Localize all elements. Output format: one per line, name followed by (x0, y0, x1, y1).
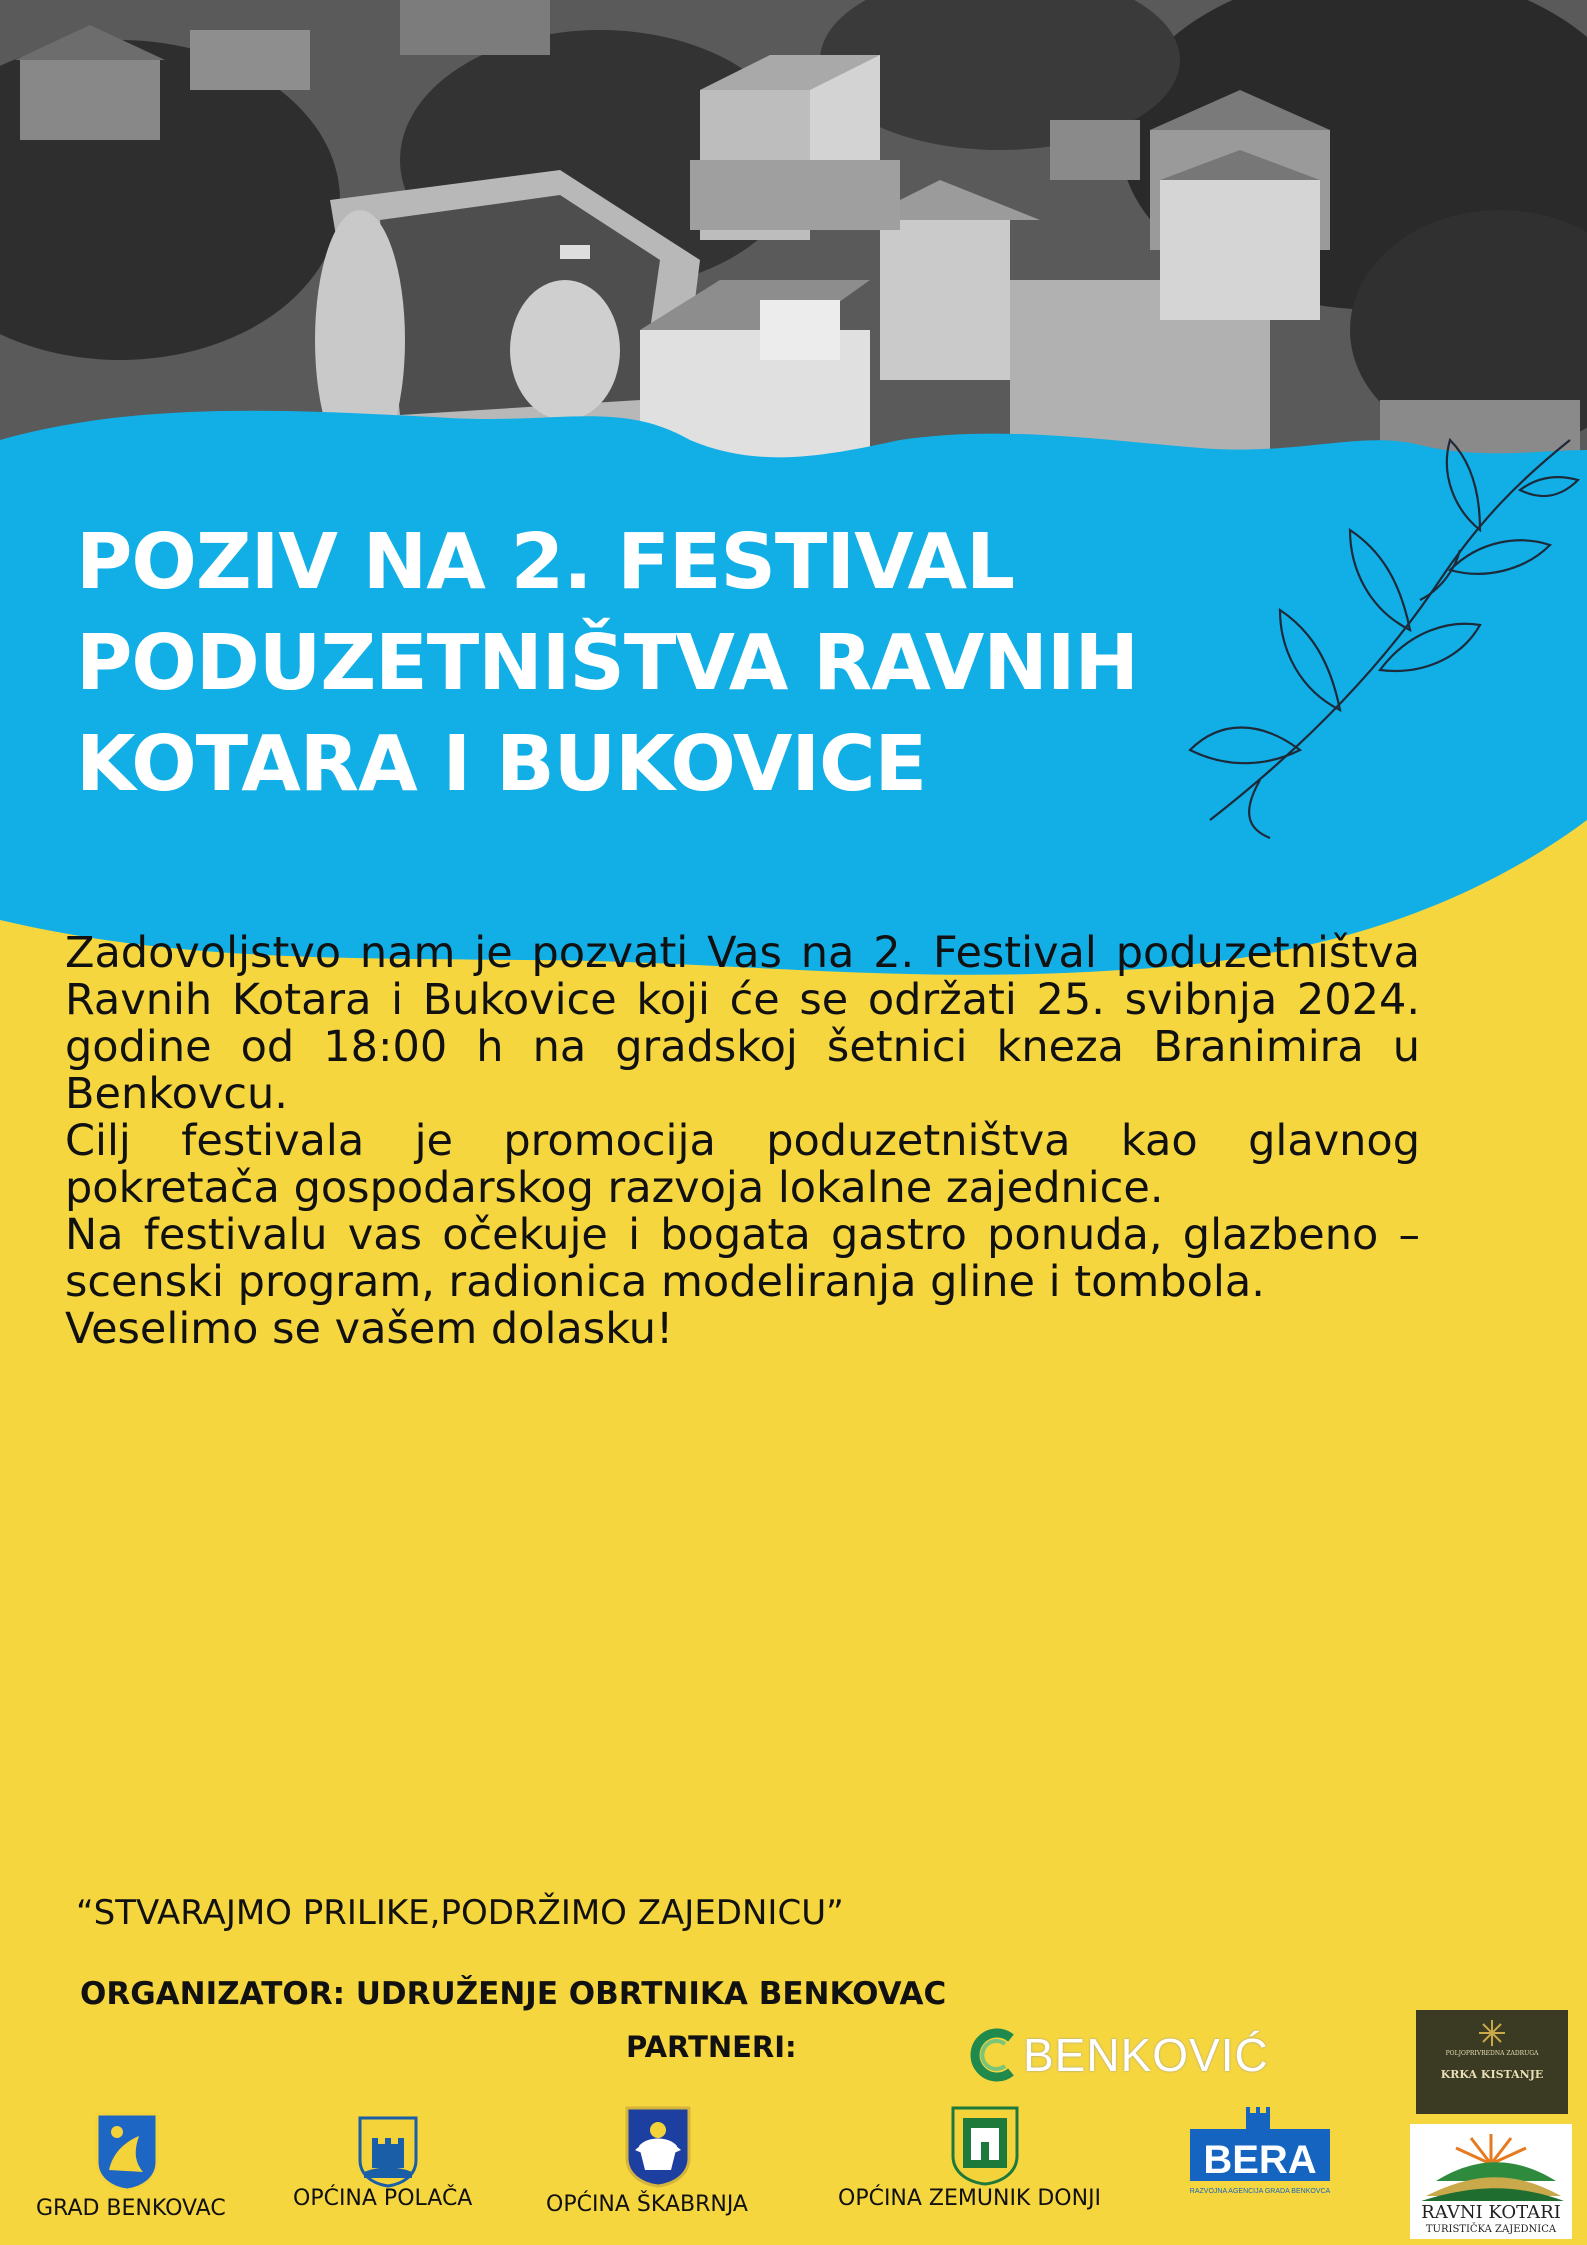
opcina-skabrnja-crest-icon (625, 2106, 691, 2192)
ravni-logo-sub: TURISTIČKA ZAJEDNICA (1425, 2224, 1557, 2235)
benkovic-logo-text: BENKOVIĆ (1023, 2029, 1269, 2081)
grad-benkovac-crest-icon (95, 2112, 159, 2196)
opcina-polaca-crest-icon (358, 2116, 418, 2192)
title-line-3: KOTARA I BUKOVICE (76, 720, 927, 809)
ravni-kotari-logo (1410, 2124, 1572, 2239)
krka-logo-small-text: POLJOPRIVREDNA ZADRUGA (1445, 2050, 1539, 2057)
municipality-label-4: OPĆINA ZEMUNIK DONJI (838, 2186, 1102, 2211)
ravni-kotari-sun-fields-icon (1416, 2126, 1566, 2201)
benkovic-logo (965, 2025, 1269, 2085)
sun-ornament-icon (1477, 2018, 1507, 2048)
municipality-label-2: OPĆINA POLAČA (293, 2186, 473, 2211)
invitation-paragraph-1: Zadovoljstvo nam je pozvati Vas na 2. Festival poduzetništva Ravnih Kotara i Bukovice koji će se održati 25. svibnja 2024. godine od 18:00 h na gradskoj šetnici kneza Branimira u Benkovcu. (65, 928, 1420, 1119)
ravni-logo-name: RAVNI KOTARI (1421, 2202, 1561, 2223)
opcina-zemunik-donji-crest-icon (951, 2106, 1019, 2190)
organizer-line: ORGANIZATOR: UDRUŽENJE OBRTNIKA BENKOVAC (80, 1976, 947, 2012)
municipality-label-3: OPĆINA ŠKABRNJA (546, 2192, 748, 2217)
slogan: “STVARAJMO PRILIKE,PODRŽIMO ZAJEDNICU” (76, 1893, 844, 1933)
invitation-paragraph-2: Cilj festivala je promocija poduzetništva kao glavnog pokretača gospodarskog razvoja lokalne zajednice. (65, 1116, 1420, 1213)
invitation-paragraph-3: Na festivalu vas očekuje i bogata gastro ponuda, glazbeno – scenski program, radionica modeliranja gline i tombola. (65, 1210, 1420, 1307)
municipality-label-1: GRAD BENKOVAC (36, 2196, 226, 2221)
bera-logo (1180, 2105, 1340, 2200)
invitation-body (65, 930, 1420, 1353)
bera-logo-text: BERA (1203, 2138, 1317, 2182)
partners-label: PARTNERI: (626, 2030, 797, 2064)
title-line-1: POZIV NA 2. FESTIVAL (76, 518, 1015, 607)
benkovic-c-icon (965, 2026, 1023, 2084)
title-line-2: PODUZETNIŠTVA RAVNIH (76, 619, 1138, 708)
bera-logo-subtext: RAZVOJNA AGENCIJA GRADA BENKOVCA (1189, 2188, 1331, 2195)
krka-kistanje-logo (1416, 2010, 1568, 2114)
page-title (76, 512, 1276, 815)
krka-logo-name: KRKA KISTANJE (1440, 2068, 1544, 2081)
invitation-paragraph-4: Veselimo se vašem dolasku! (65, 1304, 674, 1354)
